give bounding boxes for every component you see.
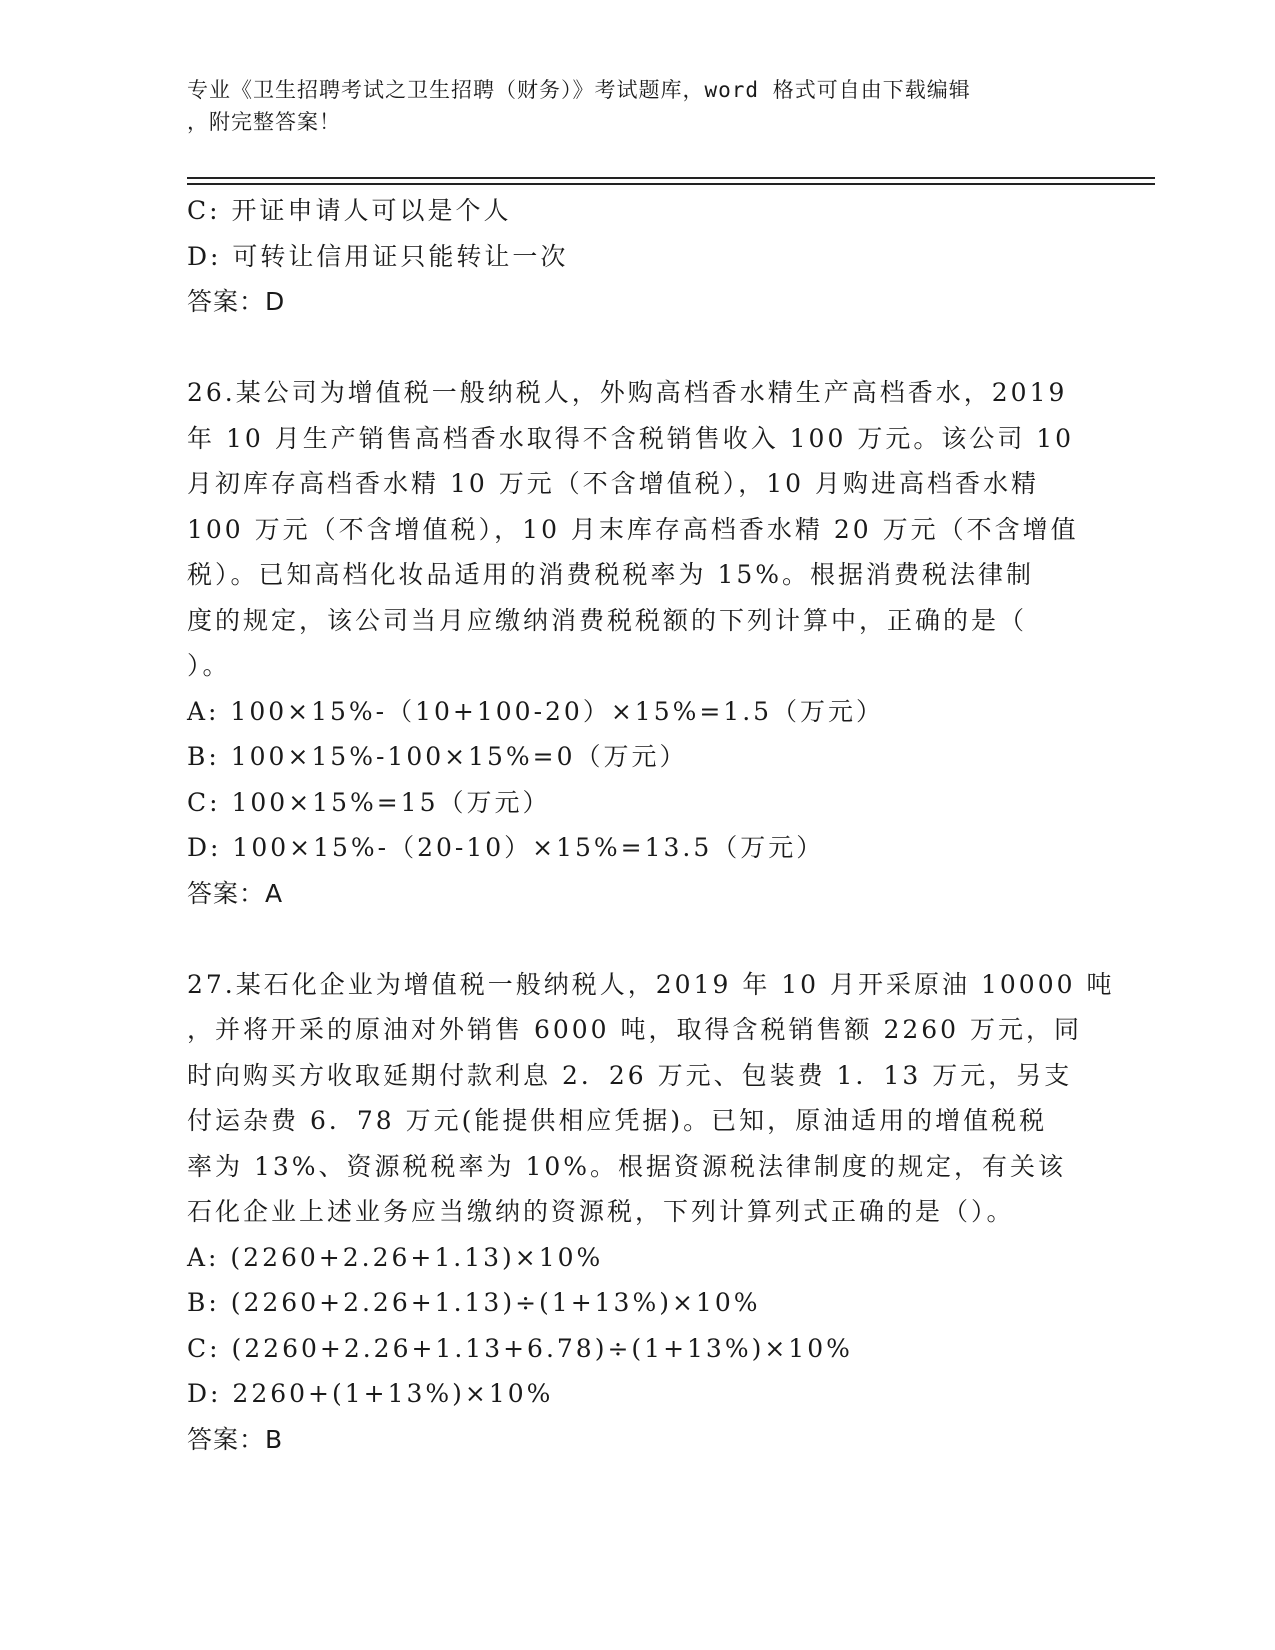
question-text-line: 付运杂费 6．78 万元(能提供相应凭据)。已知，原油适用的增值税税 [187,1106,1048,1135]
option-c: C: (2260+2.26+1.13+6.78)÷(1+13%)×10% [187,1333,853,1363]
option-d: D: 100×15%-（20-10）×15%=13.5（万元） [187,833,825,862]
option-c: C: 开证申请人可以是个人 [187,196,512,225]
answer-line: 答案：A [187,878,284,908]
previous-question-tail [187,188,1087,325]
question-text-line: 税）。已知高档化妆品适用的消费税税率为 15%。根据消费税法律制 [187,560,1035,589]
question-text-line: 石化企业上述业务应当缴纳的资源税，下列计算列式正确的是（）。 [187,1197,1015,1226]
question-text-line: 100 万元（不含增值税），10 月末库存高档香水精 20 万元（不含增值 [187,514,1079,544]
option-d: D: 可转让信用证只能转让一次 [187,241,569,271]
spacer [187,325,1087,371]
question-text-line: 时向购买方收取延期付款利息 2．26 万元、包装费 1．13 万元，另支 [187,1060,1073,1090]
option-a: A: 100×15%-（10+100-20）×15%=1.5（万元） [187,696,885,726]
question-text-line: 度的规定，该公司当月应缴纳消费税税额的下列计算中，正确的是（ [187,605,1028,635]
question-content [187,188,1115,1462]
header-line-2: ，附完整答案！ [187,110,341,134]
header-divider-bottom [187,183,1155,185]
question-text-line: ，并将开采的原油对外销售 6000 吨，取得含税销售额 2260 万元，同 [187,1015,1083,1044]
question-text-line: 率为 13%、资源税税率为 10%。根据资源税法律制度的规定，有关该 [187,1151,1067,1181]
question-text-line: 26.某公司为增值税一般纳税人，外购高档香水精生产高档香水，2019 [187,378,1068,407]
document-header [187,74,1067,138]
question-text-line: 年 10 月生产销售高档香水取得不含税销售收入 100 万元。该公司 10 [187,423,1075,453]
option-b: B: 100×15%-100×15%=0（万元） [187,742,688,771]
answer-line: 答案：B [187,1424,284,1454]
option-a: A: (2260+2.26+1.13)×10% [187,1242,604,1272]
spacer [187,916,1087,962]
question-27 [187,962,1115,1463]
question-text-line: ）。 [187,651,231,680]
header-line-1: 专业《卫生招聘考试之卫生招聘（财务）》考试题库，word 格式可自由下载编辑 [187,78,971,102]
option-b: B: (2260+2.26+1.13)÷(1+13%)×10% [187,1288,761,1317]
header-divider-top [187,177,1155,179]
option-c: C: 100×15%=15（万元） [187,787,551,817]
question-26 [187,370,1087,916]
question-text-line: 27.某石化企业为增值税一般纳税人，2019 年 10 月开采原油 10000 吨 [187,969,1115,999]
answer-line: 答案：D [187,287,286,316]
option-d: D: 2260+(1+13%)×10% [187,1379,554,1408]
question-text-line: 月初库存高档香水精 10 万元（不含增值税），10 月购进高档香水精 [187,469,1039,498]
